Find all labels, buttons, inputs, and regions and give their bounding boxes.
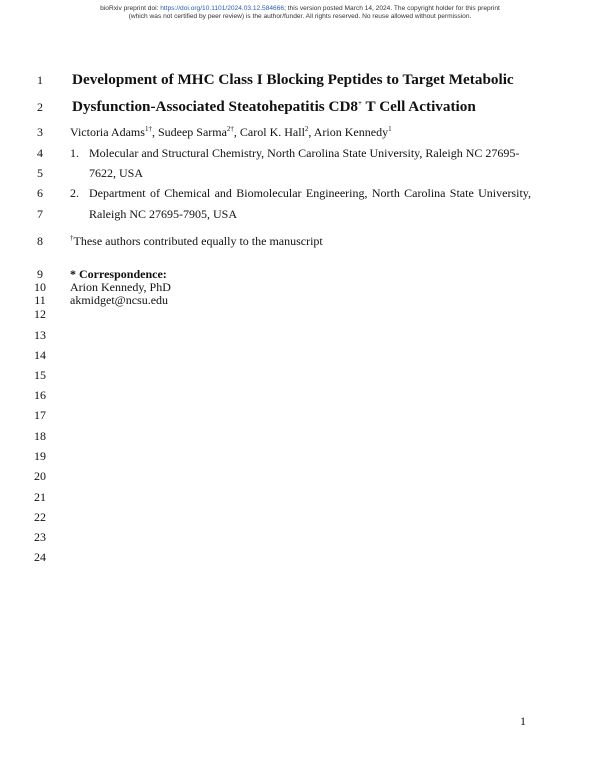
author-separator: , [308, 125, 314, 139]
line-number: 8 [37, 234, 43, 248]
affiliation-number: 1. [70, 146, 79, 160]
author-name: Arion Kennedy [313, 125, 389, 139]
author-separator: , [151, 125, 158, 139]
line-number: 17 [34, 408, 46, 422]
paper-title-line1: Development of MHC Class I Blocking Peptides to Target Metabolic [72, 71, 514, 88]
line-number: 5 [37, 166, 43, 180]
equal-contribution-note [70, 234, 323, 249]
correspondence-label: * Correspondence: [70, 267, 167, 281]
line-number: 23 [34, 530, 46, 544]
preprint-header-line1 [0, 5, 600, 12]
line-number: 13 [34, 328, 46, 342]
line-number: 21 [34, 490, 46, 504]
header-prefix: bioRxiv preprint doi: [100, 5, 161, 12]
affiliation-number: 2. [70, 186, 79, 200]
author-affiliation-mark: 2† [226, 125, 234, 133]
line-number: 7 [37, 207, 43, 221]
equal-contribution-text: These authors contributed equally to the manuscript [73, 234, 323, 248]
author-name: Carol K. Hall [239, 125, 305, 139]
title-superscript: + [358, 98, 363, 107]
title-part-b: T Cell Activation [362, 98, 476, 115]
line-number: 12 [34, 307, 46, 321]
dagger-mark: † [70, 234, 74, 242]
doi-link[interactable]: https://doi.org/10.1101/2024.03.12.584666 [160, 5, 285, 12]
line-number: 20 [34, 469, 46, 483]
correspondence-name: Arion Kennedy, PhD [70, 280, 171, 294]
affiliation-line: Raleigh NC 27695-7905, USA [89, 207, 237, 221]
affiliation-line: Department of Chemical and Biomolecular Engineering, North Carolina State University, [89, 186, 531, 200]
title-part-a: Dysfunction-Associated Steatohepatitis CD8 [72, 98, 359, 115]
line-number: 19 [34, 449, 46, 463]
affiliation-line: Molecular and Structural Chemistry, North Carolina State University, Raleigh NC 27695- [89, 146, 520, 160]
page-number: 1 [520, 714, 526, 728]
author-list [70, 125, 392, 140]
author-affiliation-mark: 1 [388, 125, 392, 133]
affiliation-line: 7622, USA [89, 166, 144, 180]
line-number: 16 [34, 388, 46, 402]
line-number: 10 [34, 280, 46, 294]
line-number: 4 [37, 146, 43, 160]
line-number: 9 [37, 267, 43, 281]
line-number: 6 [37, 186, 43, 200]
line-number: 22 [34, 510, 46, 524]
line-number: 3 [37, 125, 43, 139]
paper-title-line2 [72, 98, 476, 116]
preprint-header-line2: (which was not certified by peer review) is the author/funder. All rights reserved. No reuse allowed without permission. [128, 13, 472, 20]
line-number: 14 [34, 348, 46, 362]
author-name: Sudeep Sarma [157, 125, 227, 139]
correspondence-email[interactable]: akmidget@ncsu.edu [70, 293, 169, 307]
line-number: 24 [34, 550, 46, 564]
author-name: Victoria Adams [70, 125, 145, 139]
line-number: 15 [34, 368, 46, 382]
header-suffix: ; this version posted March 14, 2024. The copyright holder for this preprint [284, 5, 500, 12]
author-affiliation-mark: 2 [304, 125, 309, 133]
author-separator: , [233, 125, 240, 139]
line-number: 2 [37, 100, 43, 114]
line-number: 11 [34, 293, 46, 307]
line-number: 1 [37, 73, 43, 87]
line-number: 18 [34, 429, 46, 443]
author-affiliation-mark: 1† [144, 125, 152, 133]
